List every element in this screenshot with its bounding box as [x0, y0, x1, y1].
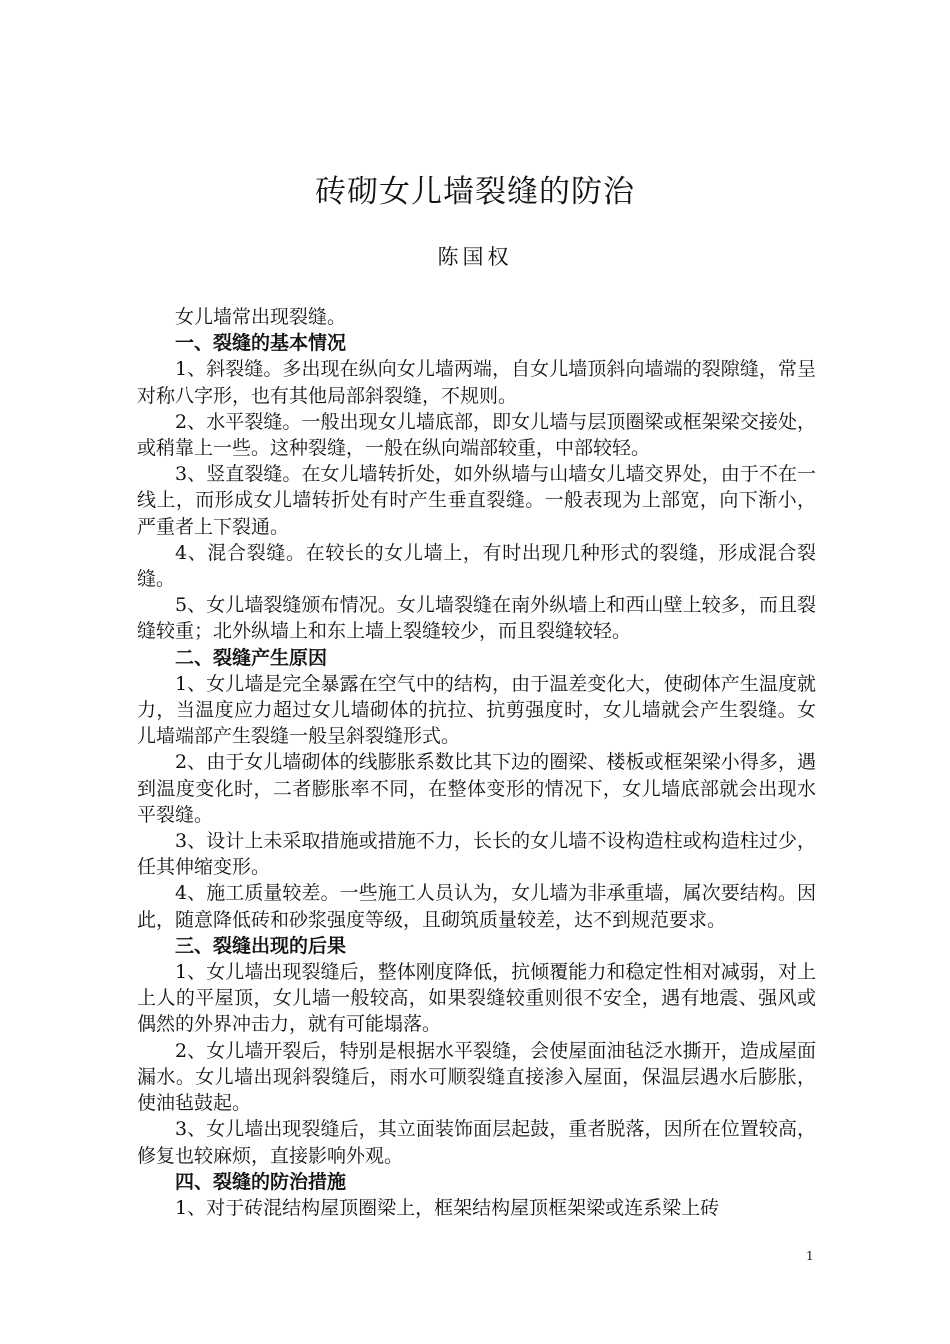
document-title: 砖砌女儿墙裂缝的防治 — [315, 174, 635, 210]
section-heading-1: 一、裂缝的基本情况 — [175, 332, 347, 355]
paragraph: 3、女儿墙出现裂缝后，其立面装饰面层起鼓，重者脱落，因所在位置较高，修复也较麻烦，直接影响外观。 — [137, 1118, 816, 1167]
document-body — [137, 304, 816, 1221]
section-heading-3: 三、裂缝出现的后果 — [175, 934, 347, 957]
section-heading-4: 四、裂缝的防治措施 — [175, 1170, 347, 1193]
paragraph: 2、水平裂缝。一般出现女儿墙底部，即女儿墙与层顶圈梁或框架梁交接处，或稍靠上一些。这种裂缝，一般在纵向端部较重，中部较轻。 — [137, 410, 816, 460]
paragraph: 5、女儿墙裂缝颁布情况。女儿墙裂缝在南外纵墙上和西山壁上较多，而且裂缝较重；北外纵墙上和东上墙上裂缝较少，而且裂缝较轻。 — [137, 594, 816, 643]
paragraph: 1、斜裂缝。多出现在纵向女儿墙两端，自女儿墙顶斜向墙端的裂隙缝，常呈对称八字形，也有其他局部斜裂缝，不规则。 — [137, 358, 816, 407]
paragraph: 1、女儿墙是完全暴露在空气中的结构，由于温差变化大，使砌体产生温度就力，当温度应力超过女儿墙砌体的抗拉、抗剪强度时，女儿墙就会产生裂缝。女儿墙端部产生裂缝一般呈斜裂缝形式。 — [137, 672, 816, 748]
paragraph: 4、施工质量较差。一些施工人员认为，女儿墙为非承重墙，属次要结构。因此，随意降低砖和砂浆强度等级，且砌筑质量较差，达不到规范要求。 — [137, 882, 816, 931]
paragraph: 1、对于砖混结构屋顶圈梁上，框架结构屋顶框架梁或连系梁上砖 — [175, 1196, 720, 1219]
page-number: 1 — [806, 1249, 814, 1263]
intro-paragraph: 女儿墙常出现裂缝。 — [175, 306, 347, 328]
paragraph: 3、设计上未采取措施或措施不力，长长的女儿墙不设构造柱或构造柱过少，任其伸缩变形。 — [137, 830, 816, 879]
paragraph: 4、混合裂缝。在较长的女儿墙上，有时出现几种形式的裂缝，形成混合裂缝。 — [137, 541, 816, 591]
paragraph: 2、女儿墙开裂后，特别是根据水平裂缝，会使屋面油毡泛水撕开，造成屋面漏水。女儿墙出现斜裂缝后，雨水可顺裂缝直接渗入屋面，保温层遇水后膨胀，使油毡鼓起。 — [137, 1039, 816, 1115]
paragraph: 3、竖直裂缝。在女儿墙转折处，如外纵墙与山墙女儿墙交界处，由于不在一线上，而形成女儿墙转折处有时产生垂直裂缝。一般表现为上部宽，向下渐小，严重者上下裂通。 — [137, 463, 816, 538]
author-name: 陈国权 — [437, 245, 513, 269]
section-heading-2: 二、裂缝产生原因 — [175, 646, 328, 669]
paragraph: 2、由于女儿墙砌体的线膨胀系数比其下边的圈梁、楼板或框架梁小得多，遇到温度变化时，二者膨胀率不同，在整体变形的情况下，女儿墙底部就会出现水平裂缝。 — [137, 751, 816, 826]
paragraph: 1、女儿墙出现裂缝后，整体刚度降低，抗倾覆能力和稳定性相对减弱，对上上人的平屋顶，女儿墙一般较高，如果裂缝较重则很不安全，遇有地震、强风或偶然的外界冲击力，就有可能塌落。 — [137, 961, 816, 1036]
